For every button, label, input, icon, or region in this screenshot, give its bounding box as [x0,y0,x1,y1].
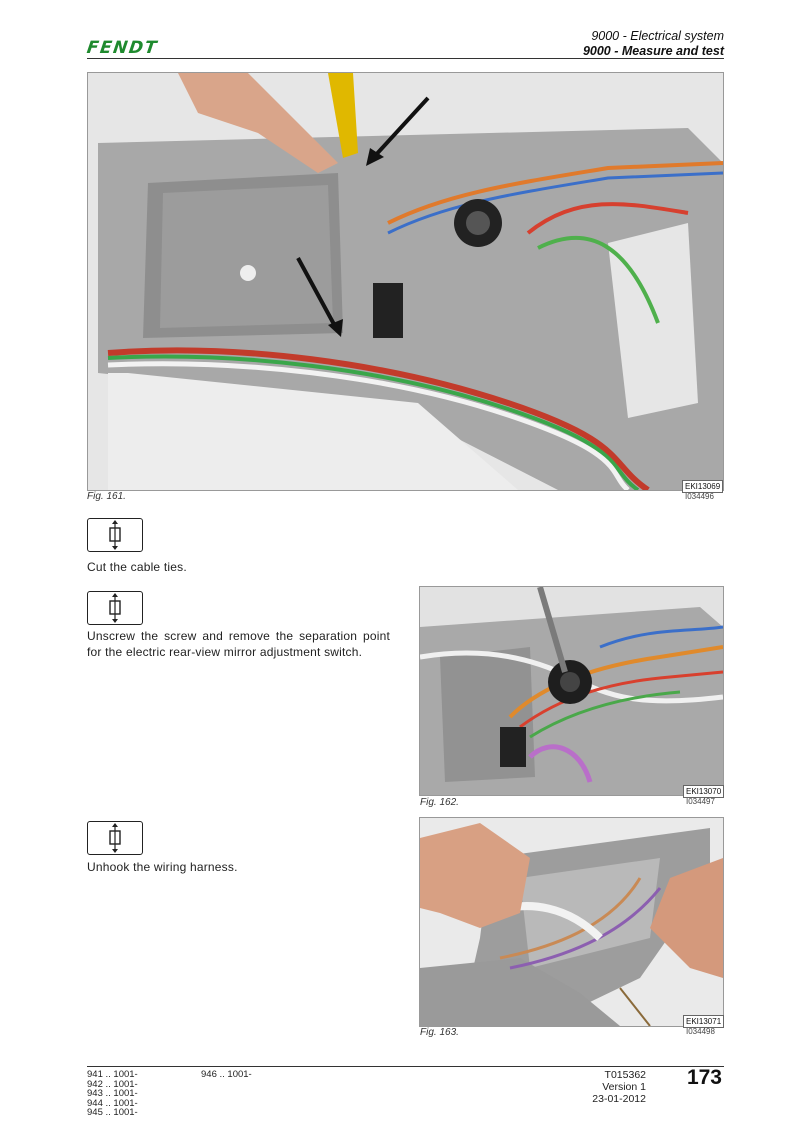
footer-rule [87,1066,724,1067]
figure-161-photo [87,72,724,491]
figure-161-code: EKI13069 [682,480,723,493]
step-2-text: Unscrew the screw and remove the separation point for the electric rear-view mirror adjustment switch. [87,629,390,659]
step-1-text: Cut the cable ties. [87,560,187,574]
footer-model: 945 .. 1001- [87,1107,138,1118]
figure-163-id: I034498 [686,1027,715,1036]
footer-doc-info [592,1069,646,1105]
page-number: 173 [686,1066,722,1089]
fendt-logo: FENDT [85,38,160,58]
step-3-text: Unhook the wiring harness. [87,860,238,874]
remove-install-icon [87,821,143,855]
figure-161-caption: Fig. 161. [87,491,126,502]
footer-model: 943 .. 1001- [87,1088,138,1099]
footer-doc-number: T015362 [604,1069,646,1081]
figure-162-code: EKI13070 [683,785,724,798]
figure-161-id: I034496 [685,492,714,501]
figure-163-photo [419,817,724,1027]
footer-model: 942 .. 1001- [87,1078,138,1090]
figure-163-code: EKI13071 [683,1015,724,1028]
footer-model: 941 .. 1001- [87,1069,138,1080]
remove-install-icon [87,591,143,625]
footer-version: Version 1 [602,1081,646,1093]
figure-162-photo [419,586,724,796]
figure-162-caption: Fig. 162. [420,797,459,808]
figure-162-id: I034497 [686,797,715,806]
footer-date: 23-01-2012 [592,1093,646,1105]
header-section: 9000 - Electrical system [591,29,724,43]
footer-model: 944 .. 1001- [87,1097,138,1109]
footer-models [87,1070,138,1118]
footer-model-b: 946 .. 1001- [201,1069,252,1080]
header-rule [87,58,724,59]
figure-163-caption: Fig. 163. [420,1027,459,1038]
remove-install-icon [87,518,143,552]
header-subsection: 9000 - Measure and test [582,44,724,58]
